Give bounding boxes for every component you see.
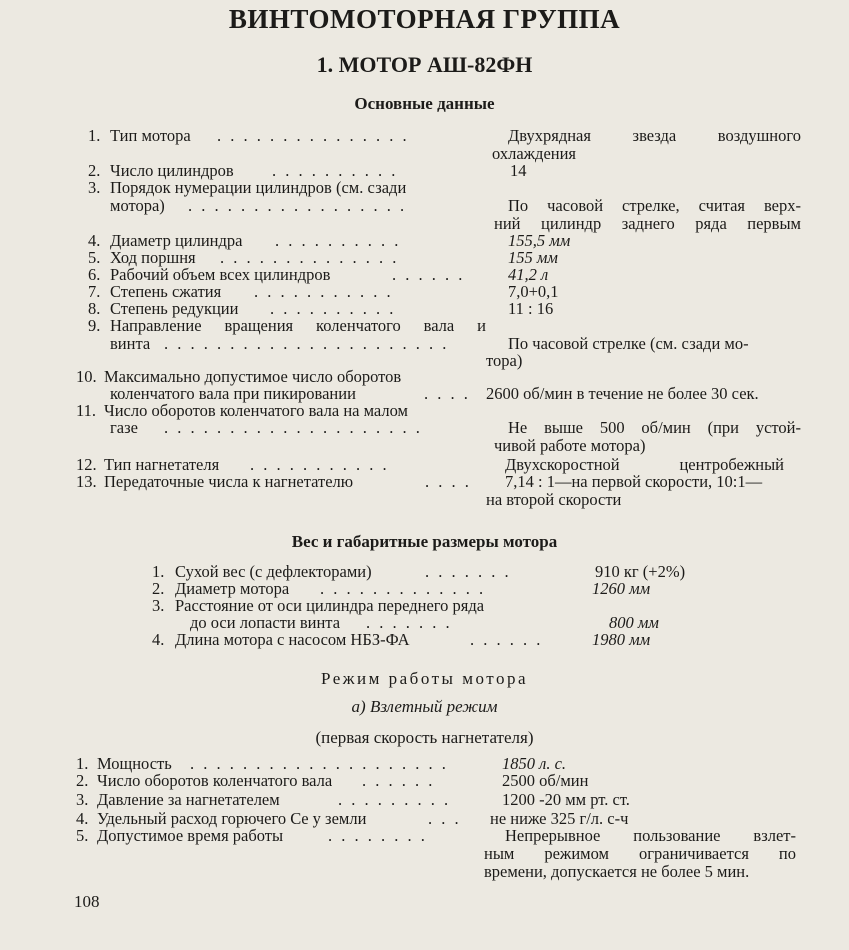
subsection-title: Основные данные	[354, 94, 495, 113]
spec-label: Рабочий объем всех цилиндров	[110, 265, 331, 284]
leader-dots: . . . . . . . . . .	[270, 299, 396, 318]
modes-section-title: Режим работы мотора	[321, 669, 528, 688]
leader-dots: . . .	[428, 809, 462, 828]
spec-number: 1.	[76, 754, 89, 773]
spec-number: 3.	[76, 790, 89, 809]
spec-value: 1200 -20 мм рт. ст.	[502, 790, 630, 809]
leader-dots: . . . . . . . . . . .	[254, 282, 394, 301]
spec-number: 2.	[88, 161, 101, 180]
leader-dots: . . . . . .	[362, 771, 435, 790]
leader-dots: . . . . . . . . . .	[275, 231, 401, 250]
leader-dots: . . . . . . . . . .	[272, 161, 398, 180]
spec-value: 14	[510, 161, 527, 180]
mode-note: (первая скорость нагнетателя)	[315, 728, 534, 747]
spec-value: 2500 об/мин	[502, 771, 589, 790]
spec-number: 6.	[88, 265, 101, 284]
spec-number: 2.	[76, 771, 89, 790]
spec-value: тора)	[486, 351, 523, 370]
leader-dots: . . . . . . . . . . .	[250, 455, 390, 474]
spec-value: По часовой стрелке, считая верх-	[508, 196, 801, 215]
spec-label: Число оборотов коленчатого вала на малом	[104, 401, 409, 420]
spec-label: газе	[110, 418, 138, 437]
spec-value: охлаждения	[492, 144, 577, 163]
spec-label: Длина мотора с насосом НБЗ-ФА	[175, 630, 410, 649]
spec-value: Не выше 500 об/мин (при устой-	[508, 418, 801, 437]
spec-number: 3.	[88, 178, 101, 197]
spec-number: 5.	[88, 248, 101, 267]
spec-label: коленчатого вала при пикировании	[110, 384, 356, 403]
section-title: ВИНТОМОТОРНАЯ ГРУППА	[228, 4, 621, 34]
spec-number: 4.	[152, 630, 165, 649]
spec-value: 7,14 : 1—на первой скорости, 10:1—	[505, 472, 763, 491]
page-number: 108	[74, 892, 100, 911]
spec-value: времени, допускается не более 5 мин.	[484, 862, 750, 881]
spec-number: 5.	[76, 826, 89, 845]
spec-label: Допустимое время работы	[97, 826, 284, 845]
spec-number: 10.	[76, 367, 97, 386]
spec-number: 11.	[76, 401, 97, 420]
spec-number: 1.	[88, 126, 101, 145]
spec-label: до оси лопасти винта	[190, 613, 341, 632]
chapter-title: 1. МОТОР АШ-82ФН	[316, 52, 533, 77]
spec-value: 41,2 л	[508, 265, 549, 284]
spec-value: 11 : 16	[508, 299, 554, 318]
spec-label: Число цилиндров	[110, 161, 234, 180]
leader-dots: . . . . . . . . . . . . . .	[220, 248, 399, 267]
weight-section-title: Вес и габаритные размеры мотора	[291, 532, 558, 551]
spec-label: Тип мотора	[110, 126, 191, 145]
leader-dots: . . . . . . . . . . . . . . . . .	[188, 196, 407, 215]
spec-number: 13.	[76, 472, 97, 491]
mode-title: а) Взлетный режим	[351, 697, 498, 716]
spec-label: Диаметр мотора	[175, 579, 290, 598]
spec-label: мотора)	[110, 196, 165, 215]
spec-label: Расстояние от оси цилиндра переднего ряда	[175, 596, 485, 615]
spec-label: Максимально допустимое число оборотов	[104, 367, 402, 386]
spec-label: Порядок нумерации цилиндров (см. сзади	[110, 178, 407, 197]
spec-value: Двухскоростной центробежный	[505, 455, 784, 474]
leader-dots: . . . . . . .	[425, 562, 512, 581]
leader-dots: . . . . . .	[470, 630, 543, 649]
spec-value: чивой работе мотора)	[494, 436, 646, 455]
leader-dots: . . . . . .	[392, 265, 465, 284]
spec-label: Число оборотов коленчатого вала	[97, 771, 333, 790]
spec-value: 1260 мм	[592, 579, 651, 598]
spec-label: Степень сжатия	[110, 282, 222, 301]
spec-value: ний цилиндр заднего ряда первым	[494, 214, 801, 233]
spec-label: Передаточные числа к нагнетателю	[104, 472, 354, 491]
spec-value: 1850 л. с.	[502, 754, 567, 773]
spec-value: 1980 мм	[592, 630, 651, 649]
spec-value: 910 кг (+2%)	[595, 562, 686, 581]
leader-dots: . . . . . . . . .	[338, 790, 451, 809]
spec-label: Степень редукции	[110, 299, 239, 318]
spec-number: 8.	[88, 299, 101, 318]
spec-value: 2600 об/мин в течение не более 30 сек.	[486, 384, 759, 403]
spec-label: Диаметр цилиндра	[110, 231, 243, 250]
spec-value: 7,0+0,1	[508, 282, 559, 301]
leader-dots: . . . . . . . . . . . . . . .	[217, 126, 410, 145]
spec-label: Ход поршня	[110, 248, 196, 267]
spec-number: 7.	[88, 282, 101, 301]
spec-value: 155 мм	[508, 248, 558, 267]
spec-value: 155,5 мм	[508, 231, 571, 250]
spec-label: Сухой вес (с дефлекторами)	[175, 562, 372, 581]
spec-value: Двухрядная звезда воздушного	[508, 126, 801, 145]
spec-number: 1.	[152, 562, 165, 581]
leader-dots: . . . . . . . . . . . . . . . . . . . .	[164, 418, 423, 437]
spec-number: 4.	[88, 231, 101, 250]
spec-number: 2.	[152, 579, 165, 598]
leader-dots: . . . . . . .	[366, 613, 453, 632]
leader-dots: . . . . . . . .	[328, 826, 428, 845]
spec-number: 3.	[152, 596, 165, 615]
spec-number: 9.	[88, 316, 101, 335]
spec-value: не ниже 325 г/л. с-ч	[490, 809, 629, 828]
spec-number: 4.	[76, 809, 89, 828]
leader-dots: . . . . . . . . . . . . . . . . . . . . . .	[164, 334, 449, 353]
spec-value: 800 мм	[609, 613, 659, 632]
spec-value: на второй скорости	[486, 490, 622, 509]
spec-number: 12.	[76, 455, 97, 474]
spec-label: Мощность	[97, 754, 172, 773]
spec-label: Направление вращения коленчатого вала и	[110, 316, 486, 335]
leader-dots: . . . .	[425, 472, 472, 491]
spec-value: Непрерывное пользование взлет-	[505, 826, 796, 845]
spec-label: винта	[110, 334, 151, 353]
leader-dots: . . . . . . . . . . . . .	[320, 579, 486, 598]
spec-label: Давление за нагнетателем	[97, 790, 280, 809]
spec-value: По часовой стрелке (см. сзади мо-	[508, 334, 749, 353]
leader-dots: . . . . . . . . . . . . . . . . . . . .	[190, 754, 449, 773]
spec-value: ным режимом ограничивается по	[484, 844, 796, 863]
spec-label: Тип нагнетателя	[104, 455, 220, 474]
spec-label: Удельный расход горючего Ce у земли	[97, 809, 367, 828]
leader-dots: . . . .	[424, 384, 471, 403]
